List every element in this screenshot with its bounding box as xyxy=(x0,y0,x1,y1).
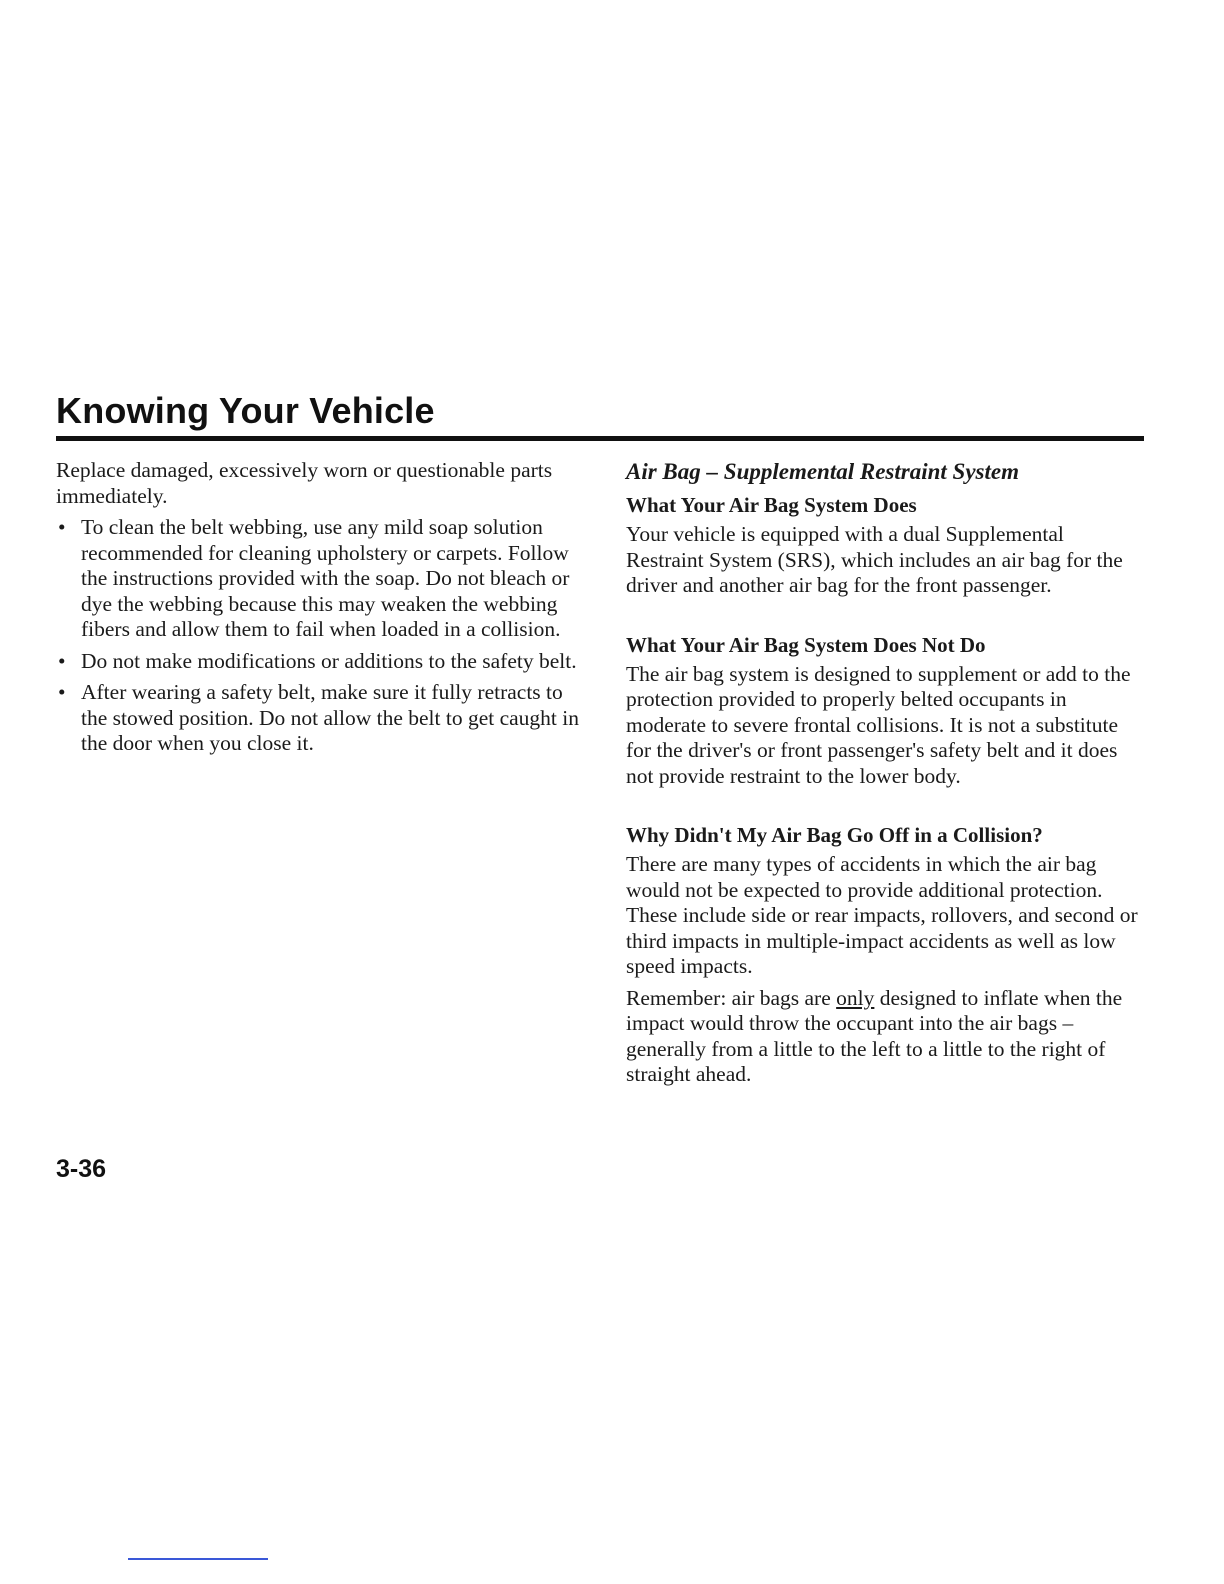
right-column xyxy=(626,458,1146,1088)
remember-paragraph xyxy=(626,986,1146,1088)
block-paragraph: Your vehicle is equipped with a dual Supplemental Restraint System (SRS), which includes an air bag for the driver and another air bag for the front passenger. xyxy=(626,522,1123,597)
bullet-icon: • xyxy=(58,680,66,704)
bullet-item xyxy=(56,515,586,643)
bullet-text: After wearing a safety belt, make sure it fully retracts to the stowed position. Do not allow the belt to get caught in the door when you close it. xyxy=(81,680,580,755)
subheading: What Your Air Bag System Does Not Do xyxy=(626,632,986,657)
title-divider xyxy=(56,436,1144,441)
left-column xyxy=(56,458,586,763)
content-block xyxy=(626,632,1146,790)
page-title: Knowing Your Vehicle xyxy=(56,390,435,431)
bullet-text: To clean the belt webbing, use any mild soap solution recommended for cleaning upholstery or carpets. Follow the instructions provided with the soap. Do not bleach or dye the webbing because this may weaken the webbing fibers and allow them to fail when loaded in a collision. xyxy=(81,515,570,641)
remember-emphasis: only xyxy=(836,985,875,1010)
subheading: Why Didn't My Air Bag Go Off in a Collision? xyxy=(626,823,1043,847)
bullet-text: Do not make modifications or additions to the safety belt. xyxy=(81,648,577,673)
bullet-item xyxy=(56,680,586,757)
bullet-icon: • xyxy=(58,648,66,673)
bullet-icon: • xyxy=(58,515,66,539)
section-heading: Air Bag – Supplemental Restraint System xyxy=(626,459,1019,484)
content-block xyxy=(626,492,1146,599)
footer-divider xyxy=(128,1558,268,1560)
block-paragraph: The air bag system is designed to supplement or add to the protection provided to properly belted occupants in moderate to severe frontal collisions. It is not a substitute for the driver's or front passenger's safety belt and it does not provide restraint to the lower body. xyxy=(626,661,1131,788)
intro-paragraph: Replace damaged, excessively worn or questionable parts immediately. xyxy=(56,458,553,508)
remember-text-before: Remember: air bags are xyxy=(626,985,837,1010)
care-bullet-list xyxy=(56,515,586,757)
page-number: 3-36 xyxy=(56,1155,107,1183)
bullet-item xyxy=(56,649,586,675)
content-block xyxy=(626,822,1146,1088)
block-paragraph: There are many types of accidents in which the air bag would not be expected to provide additional protection. These include side or rear impacts, rollovers, and second or third impacts in multiple-impact accidents as well as low speed impacts. xyxy=(626,852,1138,978)
remember-text-after: designed to inflate when the impact would throw the occupant into the air bags – generally from a little to the left to a little to the right of straight ahead. xyxy=(626,985,1123,1086)
subheading: What Your Air Bag System Does xyxy=(626,493,917,517)
